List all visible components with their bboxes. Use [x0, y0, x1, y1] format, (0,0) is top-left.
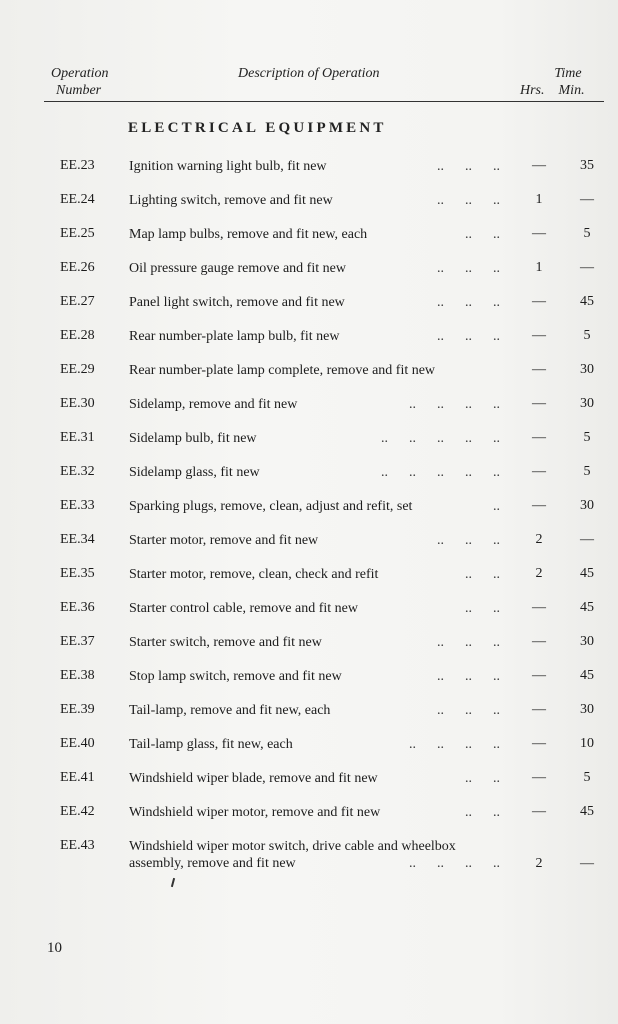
operation-number: EE.33 [60, 498, 95, 513]
time-hours: — [532, 634, 546, 649]
table-row [0, 634, 618, 656]
time-hours: — [532, 702, 546, 717]
time-hours: — [532, 736, 546, 751]
table-row [0, 260, 618, 282]
time-hours: — [532, 464, 546, 479]
time-minutes: — [580, 260, 594, 275]
table-row [0, 498, 618, 520]
time-minutes: — [580, 532, 594, 547]
operation-description: Stop lamp switch, remove and fit new [129, 669, 342, 684]
time-minutes: 30 [580, 396, 594, 411]
time-hours: — [532, 294, 546, 309]
operation-description: Sidelamp glass, fit new [129, 465, 260, 480]
operation-description: Lighting switch, remove and fit new [129, 193, 333, 208]
time-hours: 1 [535, 260, 543, 275]
leader-dots: .. .. [465, 771, 500, 786]
operation-number: EE.30 [60, 396, 95, 411]
header-rule [44, 101, 604, 102]
operation-description: Starter motor, remove, clean, check and refit [129, 567, 379, 582]
table-row [0, 532, 618, 554]
operation-number: EE.28 [60, 328, 95, 343]
time-hours: — [532, 430, 546, 445]
table-row [0, 294, 618, 316]
operation-description: Windshield wiper motor, remove and fit new [129, 805, 381, 820]
operation-number: EE.25 [60, 226, 95, 241]
time-hours: 2 [535, 566, 543, 581]
leader-dots: .. .. .. [437, 295, 500, 310]
time-hours: 2 [535, 856, 543, 871]
table-row [0, 158, 618, 180]
operation-description: Rear number-plate lamp bulb, fit new [129, 329, 340, 344]
column-header-time-label: Time [554, 66, 582, 81]
time-hours: — [532, 158, 546, 173]
operation-description: Sidelamp bulb, fit new [129, 431, 257, 446]
operation-description: Starter motor, remove and fit new [129, 533, 319, 548]
table-row [0, 362, 618, 384]
table-row [0, 668, 618, 690]
table-row [0, 430, 618, 452]
time-hours: — [532, 804, 546, 819]
leader-dots: .. .. .. [437, 261, 500, 276]
operation-number: EE.36 [60, 600, 95, 615]
time-minutes: 10 [580, 736, 594, 751]
leader-dots: .. .. .. .. .. [381, 465, 500, 480]
operation-number: EE.32 [60, 464, 95, 479]
column-header-number: Number [56, 83, 102, 98]
table-row [0, 804, 618, 826]
leader-dots: .. [493, 499, 500, 514]
column-header-time-units [520, 82, 602, 99]
print-mark [171, 878, 175, 887]
table-row [0, 396, 618, 418]
operation-description: Sidelamp, remove and fit new [129, 397, 298, 412]
table-row [0, 192, 618, 214]
leader-dots: .. .. .. [437, 193, 500, 208]
table-row [0, 702, 618, 724]
leader-dots: .. .. [465, 227, 500, 242]
table-row [0, 736, 618, 758]
time-hours: 2 [535, 532, 543, 547]
time-hours: — [532, 770, 546, 785]
operation-number: EE.40 [60, 736, 95, 751]
time-minutes: 30 [580, 634, 594, 649]
time-minutes: 45 [580, 804, 594, 819]
operation-number: EE.34 [60, 532, 95, 547]
operation-description: Oil pressure gauge remove and fit new [129, 261, 346, 276]
operation-number: EE.24 [60, 192, 95, 207]
time-hours: 1 [535, 192, 543, 207]
time-minutes: 5 [583, 430, 591, 445]
operation-number: EE.39 [60, 702, 95, 717]
operation-number: EE.29 [60, 362, 95, 377]
leader-dots: .. .. .. [437, 329, 500, 344]
operation-number: EE.27 [60, 294, 95, 309]
time-minutes: 5 [583, 464, 591, 479]
page-number: 10 [47, 940, 62, 956]
table-row [0, 226, 618, 248]
column-header-operation: Operation [51, 66, 109, 81]
time-minutes: 30 [580, 362, 594, 377]
time-hours: — [532, 498, 546, 513]
table-row [0, 770, 618, 792]
time-minutes: 45 [580, 566, 594, 581]
section-title: ELECTRICAL EQUIPMENT [128, 120, 387, 136]
operation-number: EE.41 [60, 770, 95, 785]
leader-dots: .. .. .. [437, 533, 500, 548]
column-header-min: Min. [558, 83, 585, 98]
operation-description: Sparking plugs, remove, clean, adjust and refit, set [129, 499, 413, 514]
time-minutes: 35 [580, 158, 594, 173]
time-hours: — [532, 668, 546, 683]
time-hours: — [532, 362, 546, 377]
operation-number: EE.43 [60, 838, 95, 853]
table-row [0, 328, 618, 350]
column-header-operation-number [51, 65, 109, 99]
column-header-time [520, 65, 602, 99]
leader-dots: .. .. .. .. [409, 856, 500, 871]
time-hours: — [532, 600, 546, 615]
leader-dots: .. .. .. [437, 703, 500, 718]
operation-description: Starter switch, remove and fit new [129, 635, 322, 650]
operation-description: Panel light switch, remove and fit new [129, 295, 345, 310]
operation-number: EE.42 [60, 804, 95, 819]
time-minutes: 45 [580, 294, 594, 309]
operation-number: EE.31 [60, 430, 95, 445]
operation-description: Tail-lamp, remove and fit new, each [129, 703, 331, 718]
operation-description: Windshield wiper blade, remove and fit new [129, 771, 378, 786]
operation-description: Map lamp bulbs, remove and fit new, each [129, 227, 368, 242]
time-minutes: 45 [580, 600, 594, 615]
leader-dots: .. .. .. .. .. [381, 431, 500, 446]
operation-description-line1: Windshield wiper motor switch, drive cable and wheelbox [129, 839, 456, 854]
leader-dots: .. .. .. .. [409, 737, 500, 752]
leader-dots: .. .. [465, 567, 500, 582]
operation-number: EE.35 [60, 566, 95, 581]
operation-description: Rear number-plate lamp complete, remove and fit new [129, 363, 436, 378]
time-hours: — [532, 328, 546, 343]
leader-dots: .. .. [465, 601, 500, 616]
operation-description-line2: assembly, remove and fit new [129, 856, 296, 871]
operation-description: Ignition warning light bulb, fit new [129, 159, 327, 174]
operation-number: EE.23 [60, 158, 95, 173]
column-header-description: Description of Operation [238, 66, 380, 81]
table-row [0, 600, 618, 622]
leader-dots: .. .. .. .. [409, 397, 500, 412]
time-hours: — [532, 226, 546, 241]
table-row [0, 838, 618, 871]
table-row [0, 566, 618, 588]
table-row [0, 464, 618, 486]
time-minutes: 5 [583, 770, 591, 785]
operation-number: EE.38 [60, 668, 95, 683]
operation-number: EE.26 [60, 260, 95, 275]
time-minutes: — [580, 856, 594, 871]
time-minutes: 30 [580, 498, 594, 513]
leader-dots: .. .. [465, 805, 500, 820]
leader-dots: .. .. .. [437, 635, 500, 650]
operation-description: Tail-lamp glass, fit new, each [129, 737, 293, 752]
leader-dots: .. .. .. [437, 669, 500, 684]
time-minutes: 45 [580, 668, 594, 683]
time-minutes: — [580, 192, 594, 207]
operation-description: Starter control cable, remove and fit new [129, 601, 358, 616]
operation-number: EE.37 [60, 634, 95, 649]
leader-dots: .. .. .. [437, 159, 500, 174]
time-hours: — [532, 396, 546, 411]
time-minutes: 5 [583, 226, 591, 241]
time-minutes: 30 [580, 702, 594, 717]
time-minutes: 5 [583, 328, 591, 343]
column-header-hrs: Hrs. [520, 83, 545, 98]
